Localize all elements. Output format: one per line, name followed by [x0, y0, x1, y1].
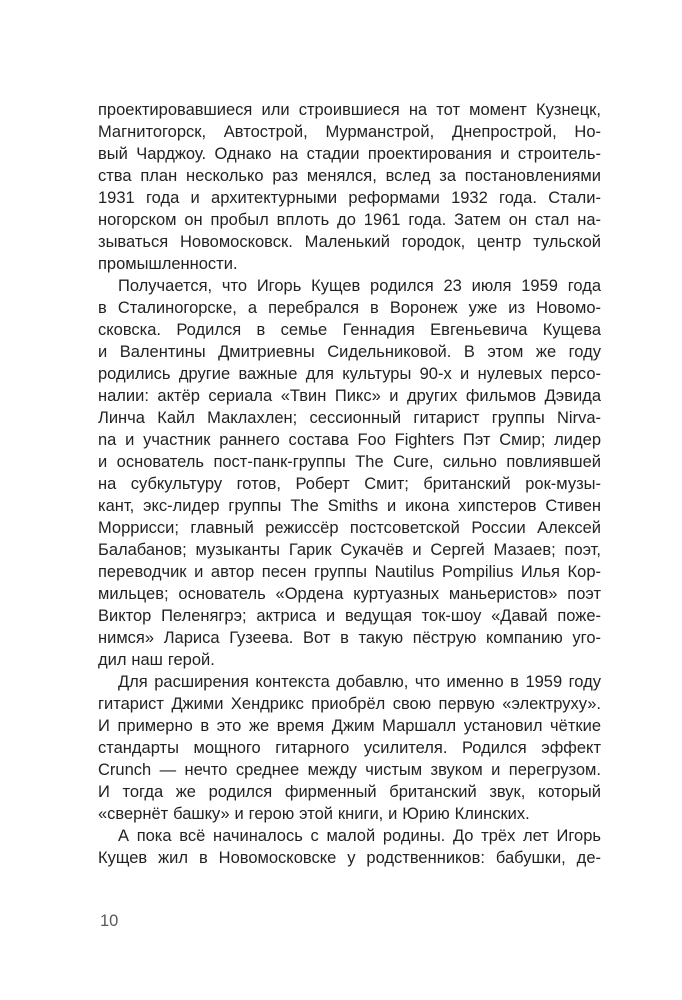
paragraph — [98, 99, 601, 275]
text-line: родились другие важные для культуры 90-х и нулевых персо- — [98, 365, 601, 383]
text-line: ногорском он пробыл вплоть до 1961 года. Затем он стал на- — [98, 211, 601, 229]
text-line: налии: актёр сериала «Твин Пикс» и других фильмов Дэвида — [98, 387, 601, 405]
text-line: А пока всё начиналось с малой родины. До трёх лет Игорь — [118, 827, 601, 845]
text-line: Виктор Пеленягрэ; актриса и ведущая ток-шоу «Давай поже- — [98, 607, 601, 625]
paragraph — [98, 825, 601, 869]
text-line: проектировавшиеся или строившиеся на тот момент Кузнецк, — [98, 101, 601, 119]
text-line: гитарист Джими Хендрикс приобрёл свою первую «электруху». — [98, 695, 601, 713]
text-line: Балабанов; музыканты Гарик Сукачёв и Сергей Мазаев; поэт, — [98, 541, 601, 559]
text-line: Для расширения контекста добавлю, что именно в 1959 году — [118, 673, 601, 691]
text-line: зываться Новомосковск. Маленький городок, центр тульской — [98, 233, 601, 251]
body-text-block — [98, 99, 601, 869]
paragraph — [98, 275, 601, 671]
text-line: 1931 года и архитектурными реформами 1932 года. Стали- — [98, 189, 601, 207]
text-line: на субкультуру готов, Роберт Смит; британский рок-музы- — [98, 475, 601, 493]
text-line: Получается, что Игорь Кущев родился 23 июля 1959 года — [118, 277, 601, 295]
text-line: и основатель пост-панк-группы The Cure, сильно повлиявшей — [98, 453, 601, 471]
paragraph — [98, 671, 601, 825]
text-line: в Сталиногорске, а перебрался в Воронеж уже из Новомо- — [98, 299, 601, 317]
text-line: дил наш герой. — [98, 651, 215, 669]
text-line: стандарты мощного гитарного усилителя. Родился эффект — [98, 739, 601, 757]
text-line: мильцев; основатель «Ордена куртуазных маньеристов» поэт — [98, 585, 601, 603]
text-line: Кущев жил в Новомосковске у родственников: бабушки, де- — [98, 849, 601, 867]
text-line: ства план несколько раз менялся, вслед за постановлениями — [98, 167, 601, 185]
text-line: вый Чарджоу. Однако на стадии проектирования и строитель- — [98, 145, 601, 163]
page-number: 10 — [100, 912, 119, 930]
text-line: сковска. Родился в семье Геннадия Евгеньевича Кущева — [98, 321, 601, 339]
text-line: и Валентины Дмитриевны Сидельниковой. В этом же году — [98, 343, 601, 361]
text-line: И тогда же родился фирменный британский звук, который — [98, 783, 601, 801]
text-line: переводчик и автор песен группы Nautilus Pompilius Илья Кор- — [98, 563, 601, 581]
text-line: Crunch — нечто среднее между чистым звуком и перегрузом. — [98, 761, 601, 779]
text-line: кант, экс-лидер группы The Smiths и икона хипстеров Стивен — [98, 497, 601, 515]
text-line: Линча Кайл Маклахлен; сессионный гитарист группы Nirva- — [98, 409, 601, 427]
text-line: нимся» Лариса Гузеева. Вот в такую пёструю компанию уго- — [98, 629, 601, 647]
text-line: И примерно в это же время Джим Маршалл установил чёткие — [98, 717, 601, 735]
text-line: na и участник раннего состава Foo Fighters Пэт Смир; лидер — [98, 431, 601, 449]
text-line: Моррисси; главный режиссёр постсоветской России Алексей — [98, 519, 601, 537]
text-line: Магнитогорск, Автострой, Мурманстрой, Днепрострой, Но- — [98, 123, 601, 141]
text-line: «свернёт башку» и герою этой книги, и Юрию Клинских. — [98, 805, 530, 823]
text-line: промышленности. — [98, 255, 238, 273]
